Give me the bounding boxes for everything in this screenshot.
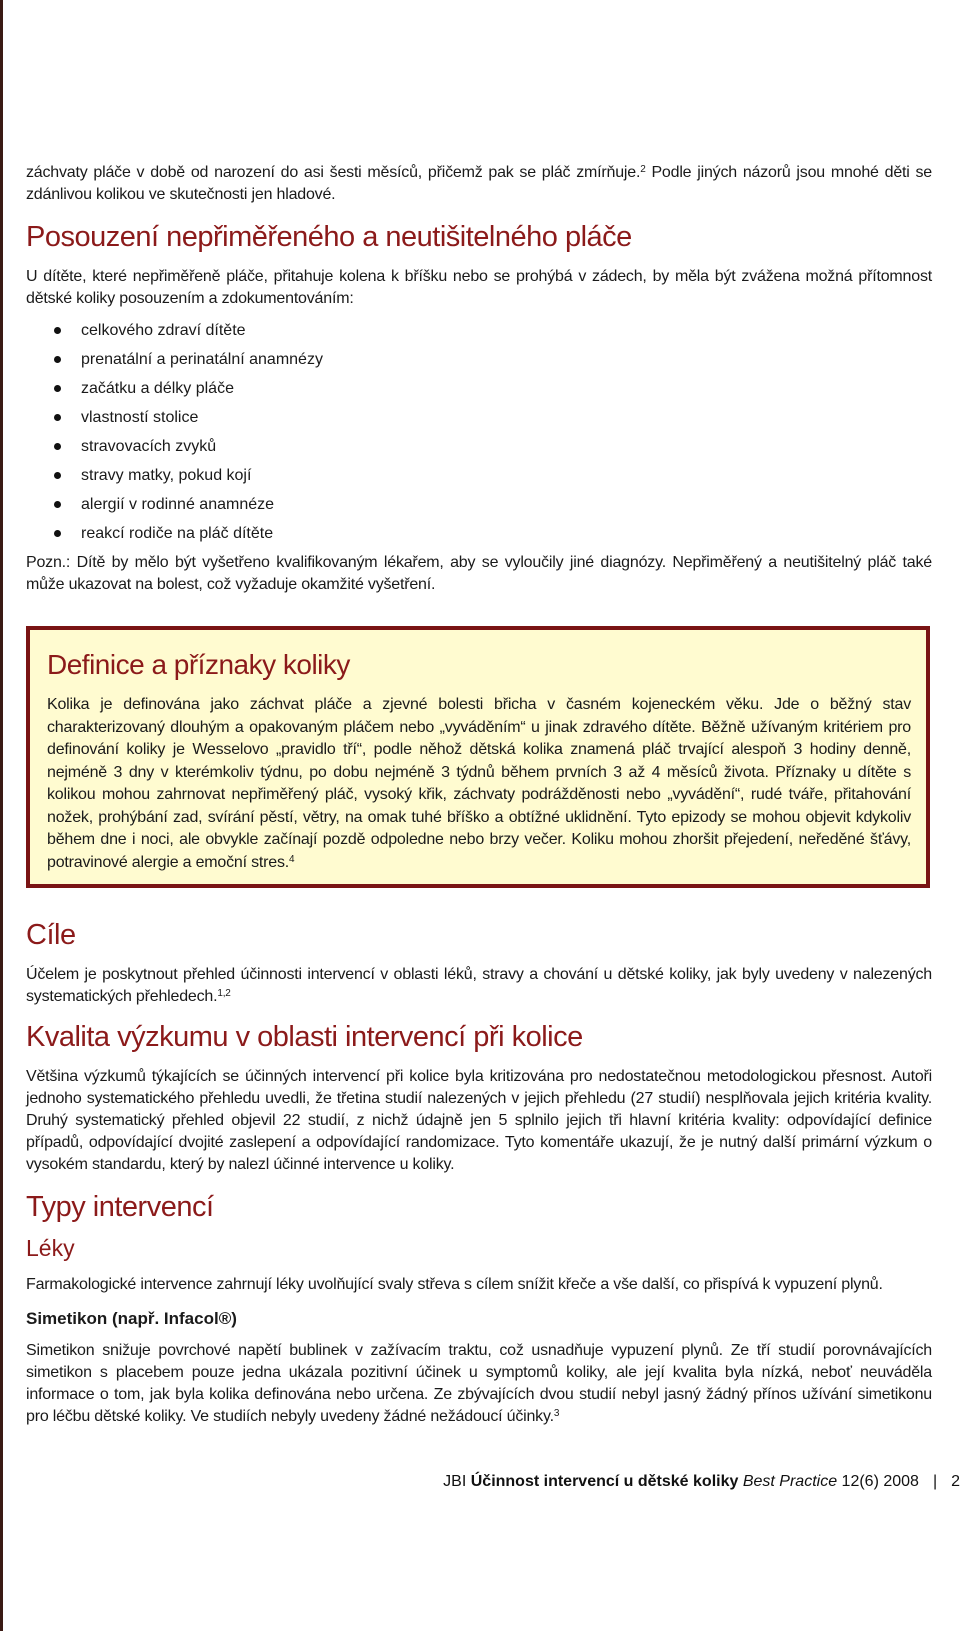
page-content-lower [26, 918, 932, 1428]
reference-superscript: 3 [553, 1408, 560, 1419]
list-item: prenatální a perinatální anamnézy [26, 345, 932, 374]
page-number: 2 [951, 1473, 960, 1490]
interventions-heading: Typy intervencí [26, 1191, 214, 1223]
definition-text: Kolika je definována jako záchvat pláče a zjevné bolesti břicha v časném kojeneckém věku. Jde o běžný stav charakterizovaný dlouhým a opakovaným pláčem nebo „vyváděním“ u jinak zdravého dítěte. Běžně užívaným kritériem pro definování koliky je Wesselovo „pravidlo tří“, podle něhož dětská kolika znamená pláč trvající alespoň 3 hodiny denně, nejméně 3 dny v kterémkoliv týdnu, po dobu nejméně 3 týdnů během prvních 3 až 4 měsíců života. Příznaky u dítěte s kolikou mohou zahrnovat nepřiměřený pláč, vysoký křik, záchvaty podrážděnosti nebo „vyvádění“, rudé tváře, přitahování nožek, prohýbání zad, svírání pěstí, větry, na omak tuhé bříško a obtížné uklidnění. Tyto epizody se mohou objevit kdykoliv během dne i noci, ale obvykle začínají pozdě odpoledne nebo brzy večer. Koliku mohou zhoršit přejedení, neředěné šťávy, potravinové alergie a emoční stres. [47, 696, 911, 871]
footer-separator: | [932, 1473, 938, 1490]
definition-heading: Definice a příznaky koliky [47, 649, 350, 680]
footer-series: Best Practice [742, 1473, 838, 1490]
reference-superscript: 1,2 [217, 988, 231, 999]
intro-paragraph [26, 162, 932, 206]
list-item: celkového zdraví dítěte [26, 316, 932, 345]
goals-paragraph [26, 964, 932, 1008]
reference-superscript: 4 [289, 853, 295, 865]
intro-text-continued: Podle jiných názorů jsou mnohé děti se zdánlivou kolikou ve skutečnosti jen hladové. [26, 164, 932, 203]
definition-paragraph [47, 694, 911, 874]
drugs-heading: Léky [26, 1235, 75, 1261]
list-item: vlastností stolice [26, 403, 932, 432]
simethicone-heading: Simetikon (např. Infacol®) [26, 1309, 237, 1328]
goals-heading: Cíle [26, 919, 76, 951]
page-content [26, 160, 932, 596]
reference-superscript: 2 [640, 164, 646, 175]
list-item: začátku a délky pláče [26, 374, 932, 403]
page-footer [443, 1473, 960, 1491]
simethicone-text: Simetikon snižuje povrchové napětí bublinek v zažívacím traktu, což usnadňuje vypuzení plynů. Ze tří studií porovnávajících simetikon s placebem pouze jedna ukázala pozitivní účinek u symptomů koliky, ale její kvalita byla nízká, neboť neuváděla informace o tom, jak byla kolika definována nebo určena. Ze zbývajících dvou studií nebyl jasný žádný přínos užívání simetikonu pro léčbu dětské koliky. Ve studiích nebyly uvedeny žádné nežádoucí účinky. [26, 1342, 932, 1425]
drugs-paragraph: Farmakologické intervence zahrnují léky uvolňující svaly střeva s cílem snížit křeče a vše další, co přispívá k vypuzení plynů. [26, 1276, 883, 1293]
assessment-note: Pozn.: Dítě by mělo být vyšetřeno kvalifikovaným lékařem, aby se vyloučily jiné diagnózy. Nepřiměřený a neutišitelný pláč také může ukazovat na bolest, což vyžaduje okamžité vyšetření. [26, 554, 932, 593]
quality-paragraph: Většina výzkumů týkajících se účinných intervencí při kolice byla kritizována pro nedostatečnou metodologickou přesnost. Autoři jednoho systematického přehledu uvedli, že třetina studií nalezených v jejich přehledu (27 studií) nesplňovala jejich kritéria kvality. Druhý systematický přehled objevil 22 studií, z nichž údajně jen 5 splnilo jejich tři hlavní kritéria kvality: odpovídající definice případů, odpovídající dvojité zaslepení a odpovídající randomizace. Tyto komentáře ukazují, že je nutný další primární výzkum o vysokém standardu, který by nalezl účinné intervence u koliky. [26, 1068, 932, 1173]
footer-title: Účinnost intervencí u dětské koliky [470, 1473, 739, 1490]
list-item: alergií v rodinné anamnéze [26, 490, 932, 519]
list-item: stravovacích zvyků [26, 432, 932, 461]
list-item: stravy matky, pokud kojí [26, 461, 932, 490]
definition-box [26, 626, 930, 888]
goals-text: Účelem je poskytnout přehled účinnosti intervencí v oblasti léků, stravy a chování u dětské koliky, jak byly uvedeny v nalezených systematických přehledech. [26, 966, 932, 1005]
page-left-border [0, 0, 3, 1631]
simethicone-paragraph [26, 1340, 932, 1428]
footer-org: JBI [443, 1473, 467, 1490]
assessment-heading: Posouzení nepřiměřeného a neutišitelného pláče [26, 221, 632, 253]
assessment-paragraph: U dítěte, které nepřiměřeně pláče, přitahuje kolena k bříšku nebo se prohýbá v zádech, by měla být zvážena možná přítomnost dětské koliky posouzením a zdokumentováním: [26, 268, 932, 307]
assessment-list [26, 316, 932, 548]
list-item: reakcí rodiče na pláč dítěte [26, 519, 932, 548]
footer-issue: 12(6) 2008 [841, 1473, 919, 1490]
intro-text: záchvaty pláče v době od narození do asi šesti měsíců, přičemž pak se pláč zmírňuje. [26, 164, 641, 181]
quality-heading: Kvalita výzkumu v oblasti intervencí při kolice [26, 1021, 583, 1053]
